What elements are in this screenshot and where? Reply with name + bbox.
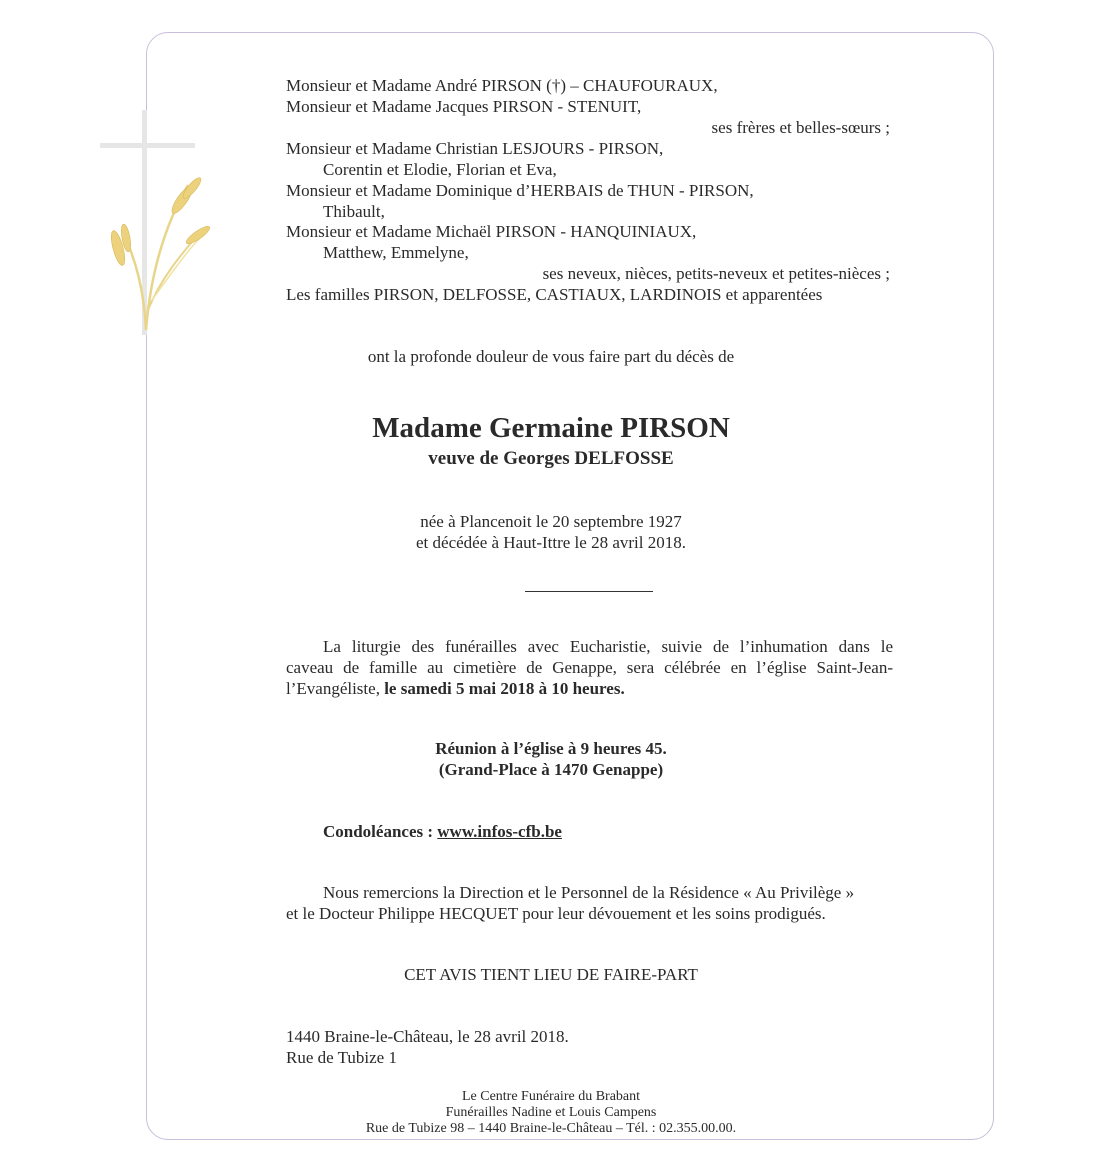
family-line-2: Monsieur et Madame Jacques PIRSON - STENUIT, — [286, 97, 642, 116]
footer-line-3: Rue de Tubize 98 – 1440 Braine-le-Château – Tél. : 02.355.00.00. — [365, 1121, 737, 1136]
death-info: et décédée à Haut-Ittre le 28 avril 2018. — [416, 533, 686, 552]
family-line-8: Matthew, Emmelyne, — [323, 243, 469, 262]
footer-line-1: Le Centre Funéraire du Brabant — [461, 1089, 641, 1104]
condolences — [323, 822, 562, 842]
funeral-line-2: caveau de famille au cimetière de Genappe, sera célébrée en l’église Saint-Jean- — [286, 658, 893, 677]
thanks-line-1: Nous remercions la Direction et le Personnel de la Résidence « Au Privilège » — [323, 883, 855, 902]
funeral-line-1: La liturgie des funérailles avec Eucharistie, suivie de l’inhumation dans le — [323, 637, 893, 656]
family-line-9: Les familles PIRSON, DELFOSSE, CASTIAUX, LARDINOIS et apparentées — [286, 285, 823, 304]
place-date: 1440 Braine-le-Château, le 28 avril 2018. — [286, 1027, 569, 1046]
announcement: ont la profonde douleur de vous faire part du décès de — [367, 347, 735, 366]
notice: CET AVIS TIENT LIEU DE FAIRE-PART — [404, 965, 698, 984]
street-address: Rue de Tubize 1 — [286, 1048, 397, 1067]
widow-of: veuve de Georges DELFOSSE — [428, 448, 674, 469]
family-line-4: Corentin et Elodie, Florian et Eva, — [323, 160, 557, 179]
thanks-line-2: et le Docteur Philippe HECQUET pour leur dévouement et les soins prodigués. — [286, 904, 826, 923]
footer-line-2: Funérailles Nadine et Louis Campens — [445, 1105, 657, 1120]
separator-rule — [525, 591, 653, 592]
meeting-line-1: Réunion à l’église à 9 heures 45. — [435, 739, 667, 758]
family-line-3: Monsieur et Madame Christian LESJOURS - PIRSON, — [286, 139, 664, 158]
birth-info: née à Plancenoit le 20 septembre 1927 — [420, 512, 682, 531]
family-line-6: Thibault, — [323, 202, 385, 221]
funeral-date: le samedi 5 mai 2018 à 10 heures. — [384, 679, 625, 698]
nephews-label: ses neveux, nièces, petits-neveux et petites-nièces ; — [542, 264, 890, 283]
meeting-line-2: (Grand-Place à 1470 Genappe) — [438, 760, 664, 779]
deceased-name: Madame Germaine PIRSON — [372, 412, 730, 444]
family-line-1: Monsieur et Madame André PIRSON (†) – CHAUFOURAUX, — [286, 76, 718, 95]
condolences-link[interactable]: www.infos-cfb.be — [437, 822, 562, 841]
funeral-paragraph — [286, 636, 893, 699]
family-line-7: Monsieur et Madame Michaël PIRSON - HANQUINIAUX, — [286, 222, 697, 241]
cross-and-wheat-icon — [100, 110, 210, 340]
siblings-label: ses frères et belles-sœurs ; — [711, 118, 890, 137]
condolences-label: Condoléances : — [323, 822, 438, 841]
family-line-5: Monsieur et Madame Dominique d’HERBAIS de THUN - PIRSON, — [286, 181, 754, 200]
funeral-line-3: l’Evangéliste, — [286, 679, 385, 698]
